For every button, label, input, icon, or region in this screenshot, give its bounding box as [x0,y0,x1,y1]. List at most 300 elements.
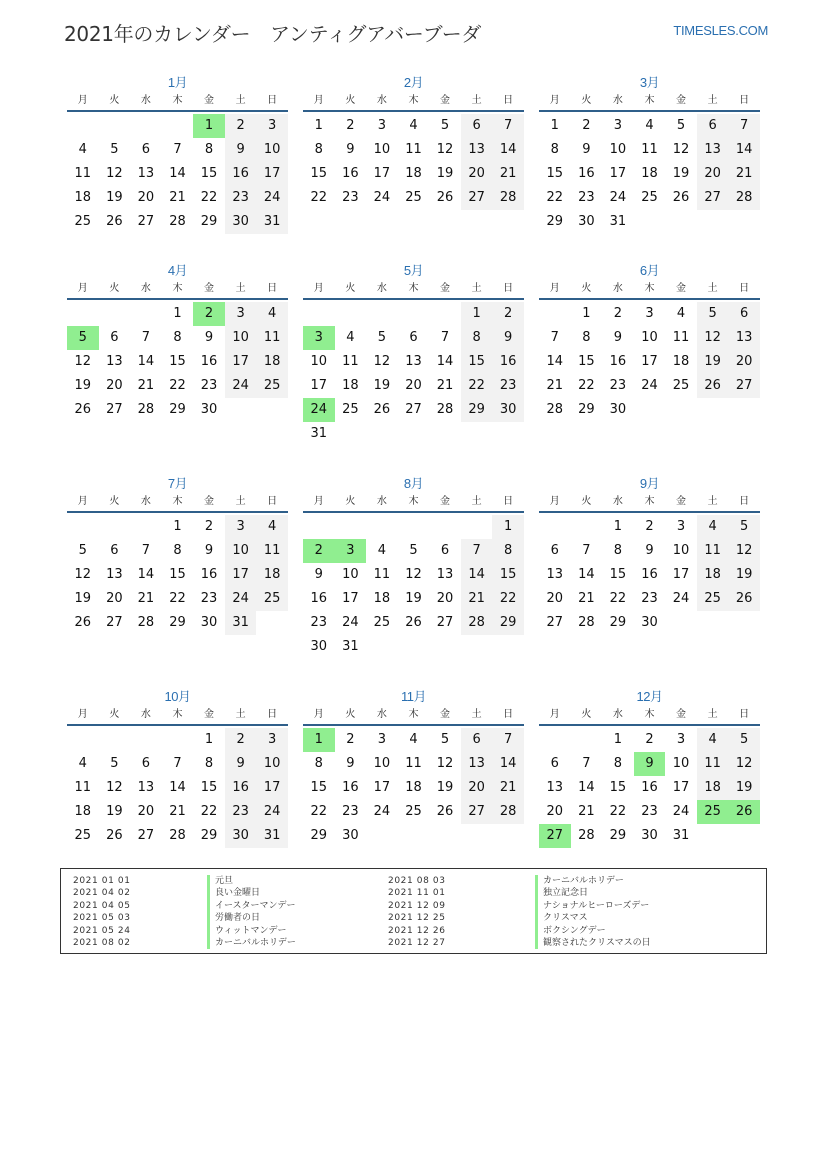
day-cell: 11 [405,756,422,771]
day-cell: 22 [310,804,328,819]
day-cell: 24 [342,615,359,630]
weekday-label: 木 [172,709,183,720]
day-cell: 21 [436,378,454,393]
day-cell: 15 [578,354,595,369]
day-cell: 27 [137,214,155,229]
month-block [303,475,524,659]
month-block [303,688,524,848]
day-cell: 4 [256,515,288,539]
legend-name: 元旦 [207,875,296,887]
day-cell: 11 [405,142,422,157]
weekday-header [67,92,288,112]
day-cell: 26 [672,190,690,205]
day-cell: 23 [641,804,658,819]
weekday-header [303,493,524,513]
weekday-label: 金 [676,283,687,294]
weekday-label: 月 [313,283,324,294]
holiday-cell: 27 [539,824,571,848]
weekday-label: 火 [109,496,120,507]
day-cell: 26 [74,402,92,417]
day-cell: 16 [225,776,257,800]
day-cell: 5 [697,302,729,326]
empty-cell [366,515,398,539]
empty-cell [571,515,603,539]
day-cell: 15 [546,166,564,181]
legend-date: 2021 12 09 [388,900,446,911]
day-cell: 16 [492,350,524,374]
day-cell: 23 [609,378,627,393]
day-cell: 27 [106,402,123,417]
day-cell: 10 [310,354,328,369]
day-cell: 12 [74,354,92,369]
day-cell: 19 [697,350,729,374]
day-cell: 22 [169,591,186,606]
day-cell: 23 [342,190,359,205]
day-cell: 28 [546,402,564,417]
empty-cell [303,515,335,539]
month-title: 11月 [401,689,426,704]
day-cell: 2 [346,732,355,747]
day-cell: 3 [256,114,288,138]
holiday-legend [60,868,767,954]
empty-cell [539,302,571,326]
day-cell: 26 [436,804,454,819]
weekday-label: 金 [440,95,451,106]
day-cell: 30 [200,615,218,630]
day-cell: 6 [409,330,418,345]
day-cell: 4 [645,118,654,133]
month-block [539,688,760,848]
empty-cell [67,302,99,326]
weekday-label: 水 [140,283,151,294]
day-cell: 9 [314,567,323,582]
day-cell: 1 [204,732,214,747]
weekday-label: 日 [267,709,278,720]
day-cell: 4 [676,306,686,321]
weekday-label: 月 [313,95,324,106]
day-cell: 7 [141,543,151,558]
day-cell: 27 [106,615,123,630]
weekday-label: 火 [581,709,592,720]
day-cell: 20 [137,804,155,819]
weekday-label: 土 [707,283,718,294]
legend-date: 2021 11 01 [388,888,446,899]
day-cell: 5 [110,756,119,771]
day-cell: 25 [641,190,658,205]
weekday-label: 月 [549,496,560,507]
weekday-label: 水 [140,95,151,106]
day-cell: 23 [200,591,218,606]
holiday-cell: 24 [303,398,335,422]
day-cell: 12 [436,142,454,157]
holiday-cell: 26 [728,800,760,824]
day-cell: 11 [373,567,391,582]
day-cell: 2 [225,728,257,752]
empty-cell [99,515,131,539]
day-cell: 29 [546,214,564,229]
day-cell: 21 [461,587,493,611]
weekday-label: 土 [235,709,246,720]
weekday-label: 日 [267,496,278,507]
weekday-label: 月 [77,709,88,720]
day-cell: 19 [728,776,760,800]
day-cell: 13 [546,780,564,795]
day-cell: 12 [106,780,123,795]
day-cell: 30 [310,639,328,654]
month-block [539,74,760,234]
day-cell: 3 [676,732,686,747]
day-cell: 18 [256,563,288,587]
legend-date: 2021 05 24 [73,925,131,936]
month-title: 12月 [636,689,663,704]
day-cell: 13 [461,138,493,162]
day-cell: 11 [697,752,729,776]
legend-dates-col-2 [388,875,446,949]
day-cell: 14 [169,780,186,795]
legend-names-col-2 [535,875,651,949]
day-cell: 25 [74,828,92,843]
day-cell: 17 [672,780,690,795]
day-cell: 24 [373,804,391,819]
day-cell: 6 [728,302,760,326]
day-cell: 8 [314,756,323,771]
day-cell: 3 [613,118,623,133]
day-cell: 27 [461,800,493,824]
weekday-label: 水 [376,709,387,720]
day-cell: 30 [225,824,257,848]
weekday-label: 水 [140,496,151,507]
day-cell: 18 [342,378,359,393]
day-cell: 18 [74,190,92,205]
weekday-label: 木 [408,496,419,507]
day-cell: 27 [405,402,422,417]
weekday-label: 水 [376,283,387,294]
legend-date: 2021 12 25 [388,913,446,924]
day-cell: 28 [578,828,595,843]
day-cell: 28 [492,186,524,210]
empty-cell [99,302,131,326]
day-cell: 9 [204,543,214,558]
weekday-label: 日 [739,496,750,507]
weekday-label: 火 [345,709,356,720]
day-cell: 15 [609,780,627,795]
weekday-label: 金 [676,709,687,720]
day-cell: 30 [342,828,359,843]
day-cell: 20 [461,776,493,800]
day-cell: 12 [436,756,454,771]
day-cell: 20 [436,591,454,606]
day-cell: 19 [74,591,92,606]
weekday-label: 水 [140,709,151,720]
day-cell: 19 [373,378,391,393]
weekday-label: 火 [109,709,120,720]
day-cell: 27 [546,615,564,630]
day-cell: 16 [641,780,658,795]
weekday-label: 木 [644,709,655,720]
day-cell: 19 [728,563,760,587]
weekday-label: 金 [204,496,215,507]
month-block [303,262,524,446]
day-cell: 13 [405,354,422,369]
day-cell: 11 [641,142,658,157]
day-cell: 15 [461,350,493,374]
day-cell: 28 [137,615,155,630]
empty-cell [429,302,461,326]
day-cell: 25 [256,374,288,398]
day-cell: 6 [141,142,151,157]
weekday-label: 金 [676,95,687,106]
empty-cell [539,515,571,539]
day-cell: 25 [342,402,359,417]
day-cell: 1 [173,306,182,321]
weekday-label: 金 [204,95,215,106]
brand-logo[interactable]: TIMESLES.COM [673,23,768,38]
day-cell: 30 [225,210,257,234]
day-cell: 3 [256,728,288,752]
legend-name: 良い金曜日 [207,887,296,899]
day-cell: 17 [609,166,627,181]
day-cell: 17 [256,776,288,800]
holiday-cell: 25 [697,800,729,824]
day-cell: 29 [200,214,218,229]
month-title: 4月 [167,263,188,278]
weekday-label: 水 [612,95,623,106]
weekday-label: 月 [77,95,88,106]
weekday-header [67,493,288,513]
weekday-label: 木 [408,283,419,294]
day-cell: 16 [641,567,658,582]
day-cell: 7 [550,330,559,345]
day-cell: 28 [137,402,155,417]
month-title: 1月 [167,75,188,90]
empty-cell [461,515,493,539]
day-cell: 20 [106,378,123,393]
legend-name: カーニバルホリデー [207,937,296,949]
day-cell: 1 [613,732,623,747]
day-cell: 7 [582,543,591,558]
day-cell: 23 [578,190,595,205]
day-cell: 31 [256,824,288,848]
day-grid [539,515,760,635]
weekday-label: 金 [676,496,687,507]
legend-date: 2021 08 03 [388,876,446,886]
day-cell: 26 [373,402,391,417]
day-cell: 4 [78,142,87,157]
day-cell: 18 [256,350,288,374]
empty-cell [130,302,162,326]
weekday-label: 火 [581,283,592,294]
day-cell: 21 [728,162,760,186]
weekday-label: 火 [109,95,120,106]
day-cell: 21 [169,804,186,819]
weekday-label: 土 [707,709,718,720]
day-cell: 4 [409,118,418,133]
day-cell: 5 [728,728,760,752]
weekday-label: 土 [235,496,246,507]
month-title: 9月 [639,476,660,491]
day-cell: 20 [728,350,760,374]
empty-cell [130,728,162,752]
weekday-header [539,92,760,112]
day-cell: 1 [461,302,493,326]
day-cell: 5 [110,142,119,157]
day-cell: 10 [225,539,257,563]
day-cell: 2 [613,306,623,321]
day-cell: 11 [256,539,288,563]
weekday-label: 火 [345,496,356,507]
day-cell: 13 [106,354,123,369]
day-cell: 14 [137,567,155,582]
day-cell: 5 [728,515,760,539]
day-cell: 11 [74,780,92,795]
day-cell: 8 [461,326,493,350]
day-cell: 7 [173,756,182,771]
day-cell: 29 [461,398,493,422]
day-cell: 27 [436,615,454,630]
day-cell: 9 [225,752,257,776]
day-cell: 1 [314,118,323,133]
weekday-label: 日 [503,283,514,294]
day-cell: 8 [173,330,182,345]
day-cell: 8 [173,543,182,558]
weekday-header [539,706,760,726]
day-cell: 18 [697,563,729,587]
empty-cell [335,302,367,326]
day-cell: 1 [173,519,182,534]
day-cell: 22 [609,591,627,606]
day-cell: 13 [106,567,123,582]
day-cell: 25 [697,587,729,611]
month-title: 5月 [403,263,424,278]
weekday-label: 月 [313,496,324,507]
day-cell: 20 [697,162,729,186]
day-cell: 17 [641,354,658,369]
day-cell: 27 [461,186,493,210]
weekday-label: 水 [612,283,623,294]
day-cell: 16 [225,162,257,186]
day-cell: 28 [436,402,454,417]
month-block [539,475,760,635]
weekday-label: 日 [503,95,514,106]
holiday-cell: 1 [193,114,225,138]
day-cell: 25 [405,190,422,205]
day-grid [539,114,760,234]
empty-cell [429,515,461,539]
day-cell: 28 [492,800,524,824]
day-grid [539,728,760,848]
legend-name: ナショナルヒーローズデー [535,900,651,912]
day-cell: 24 [256,186,288,210]
day-grid [67,515,288,635]
day-cell: 23 [225,800,257,824]
day-cell: 26 [728,587,760,611]
day-cell: 10 [373,756,391,771]
day-cell: 24 [256,800,288,824]
weekday-label: 金 [440,283,451,294]
day-cell: 22 [492,587,524,611]
month-title: 3月 [639,75,660,90]
day-cell: 8 [613,756,623,771]
day-cell: 14 [578,780,595,795]
day-cell: 31 [609,214,627,229]
day-cell: 30 [641,615,658,630]
weekday-label: 木 [644,283,655,294]
weekday-label: 水 [612,496,623,507]
legend-date: 2021 12 27 [388,937,446,948]
day-cell: 29 [200,828,218,843]
day-cell: 22 [461,374,493,398]
day-cell: 25 [256,587,288,611]
day-cell: 23 [641,591,658,606]
day-grid [303,302,524,446]
day-cell: 23 [310,615,328,630]
day-cell: 25 [672,378,690,393]
day-cell: 6 [440,543,450,558]
month-block [67,262,288,422]
day-cell: 26 [106,214,123,229]
day-cell: 28 [461,611,493,635]
month-block [67,475,288,635]
day-cell: 16 [200,354,218,369]
day-cell: 31 [342,639,359,654]
day-cell: 19 [74,378,92,393]
day-cell: 24 [225,374,257,398]
day-cell: 10 [373,142,391,157]
day-cell: 15 [169,567,186,582]
day-cell: 14 [728,138,760,162]
weekday-header [303,706,524,726]
weekday-label: 日 [739,709,750,720]
weekday-label: 木 [172,496,183,507]
day-cell: 18 [405,780,422,795]
day-cell: 7 [461,539,493,563]
day-cell: 24 [609,190,627,205]
day-cell: 2 [645,732,654,747]
weekday-label: 金 [440,709,451,720]
day-cell: 16 [310,591,328,606]
day-cell: 2 [492,302,524,326]
day-cell: 14 [169,166,186,181]
empty-cell [398,302,430,326]
weekday-header [303,92,524,112]
day-cell: 16 [342,780,359,795]
day-cell: 26 [436,190,454,205]
legend-name: ボクシングデー [535,925,651,937]
day-cell: 13 [137,780,155,795]
day-cell: 13 [137,166,155,181]
day-cell: 15 [169,354,186,369]
day-cell: 22 [200,804,218,819]
day-cell: 14 [492,752,524,776]
day-cell: 25 [74,214,92,229]
day-cell: 18 [641,166,658,181]
day-cell: 10 [672,756,690,771]
day-cell: 23 [342,804,359,819]
day-cell: 22 [169,378,186,393]
weekday-label: 金 [204,283,215,294]
day-cell: 21 [137,378,155,393]
weekday-label: 水 [612,709,623,720]
day-cell: 4 [409,732,418,747]
weekday-label: 土 [235,283,246,294]
day-cell: 4 [697,515,729,539]
day-cell: 22 [546,190,564,205]
weekday-header [67,706,288,726]
day-cell: 21 [137,591,155,606]
day-cell: 15 [609,567,627,582]
legend-name: 独立記念日 [535,887,651,899]
day-cell: 3 [377,118,387,133]
